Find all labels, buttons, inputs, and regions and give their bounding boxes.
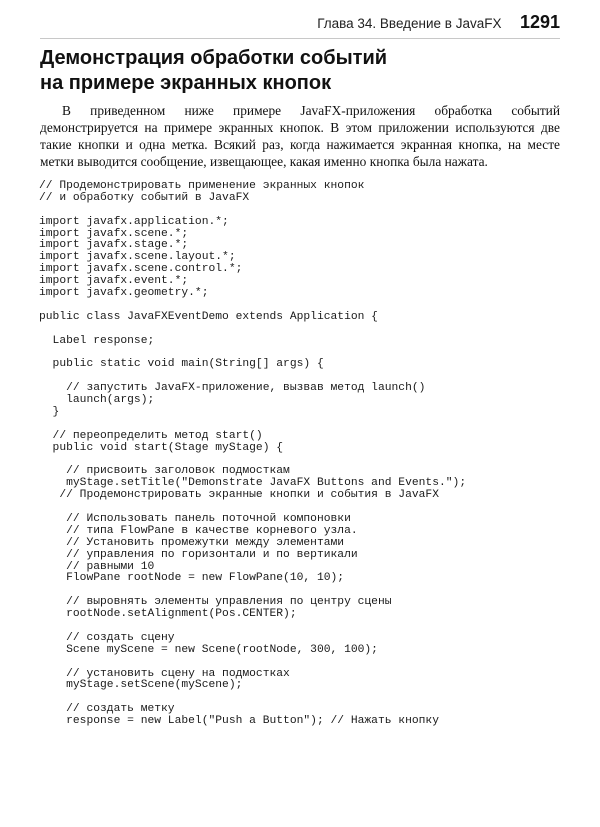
code-line: // Продемонстрировать экранные кнопки и события в JavaFX: [39, 489, 439, 502]
code-line: // управления по горизонтали и по вертикали: [39, 548, 358, 561]
code-line: myStage.setTitle("Demonstrate JavaFX Buttons and Events.");: [39, 477, 467, 490]
section-title-line-2: на примере экранных кнопок: [40, 72, 332, 94]
code-line: // Продемонстрировать применение экранных кнопок: [39, 180, 365, 192]
code-line: Label response;: [39, 334, 155, 347]
code-line: import javafx.stage.*;: [39, 239, 189, 252]
code-line: // типа FlowPane в качестве корневого узла.: [39, 524, 358, 537]
code-line: import javafx.application.*;: [39, 215, 229, 228]
section-title: [40, 46, 570, 96]
code-blank-line: [39, 657, 579, 669]
code-line: }: [39, 405, 60, 418]
code-line: import javafx.scene.layout.*;: [39, 251, 236, 264]
code-listing: [39, 181, 579, 728]
code-line: import javafx.geometry.*;: [39, 287, 209, 300]
code-line: // Использовать панель поточной компоновки: [39, 512, 351, 525]
chapter-title: Глава 34. Введение в JavaFX: [317, 16, 502, 31]
code-line: // создать сцену: [39, 631, 175, 644]
code-line: // равными 10: [39, 560, 155, 573]
page-number: 1291: [519, 12, 560, 32]
code-blank-line: [39, 324, 579, 336]
code-line: // присвоить заголовок подмосткам: [39, 465, 290, 478]
code-line: response = new Label("Push a Button"); // Нажать кнопку: [39, 715, 439, 728]
code-line: // создать метку: [39, 703, 175, 716]
code-line: public void start(Stage myStage) {: [39, 441, 284, 454]
code-blank-line: [39, 205, 579, 217]
code-line: // запустить JavaFX-приложение, вызвав метод launch(): [39, 382, 426, 395]
code-line: // переопределить метод start(): [39, 429, 263, 442]
code-line: rootNode.setAlignment(Pos.CENTER);: [39, 608, 297, 621]
code-line: FlowPane rootNode = new FlowPane(10, 10);: [39, 572, 345, 585]
code-line: myStage.setScene(myScene);: [39, 679, 243, 692]
code-line: public static void main(String[] args) {: [39, 358, 324, 371]
code-line: import javafx.scene.control.*;: [39, 263, 243, 276]
code-blank-line: [39, 419, 579, 431]
code-blank-line: [39, 300, 579, 312]
code-line: // Установить промежутки между элементами: [39, 536, 345, 549]
code-line: import javafx.event.*;: [39, 275, 189, 288]
code-line: Scene myScene = new Scene(rootNode, 300, 100);: [39, 643, 378, 656]
running-head: [40, 12, 560, 39]
code-line: // выровнять элементы управления по центру сцены: [39, 596, 392, 609]
code-line: public class JavaFXEventDemo extends Application {: [39, 310, 378, 323]
code-line: launch(args);: [39, 394, 155, 407]
code-line: // и обработку событий в JavaFX: [39, 191, 250, 204]
body-paragraph: В приведенном ниже примере JavaFX-приложения обработка событий демонстрируется на примере экранных кнопок. В этом приложении используются две такие кнопки и одна метка. Всякий раз, когда нажимается экранная кнопка, на месте метки выводится сообщение, извещающее, какая именно кнопка была нажата.: [40, 103, 560, 169]
code-line: import javafx.scene.*;: [39, 227, 189, 240]
code-line: // установить сцену на подмостках: [39, 667, 290, 680]
section-title-line-1: Демонстрация обработки событий: [40, 47, 388, 69]
